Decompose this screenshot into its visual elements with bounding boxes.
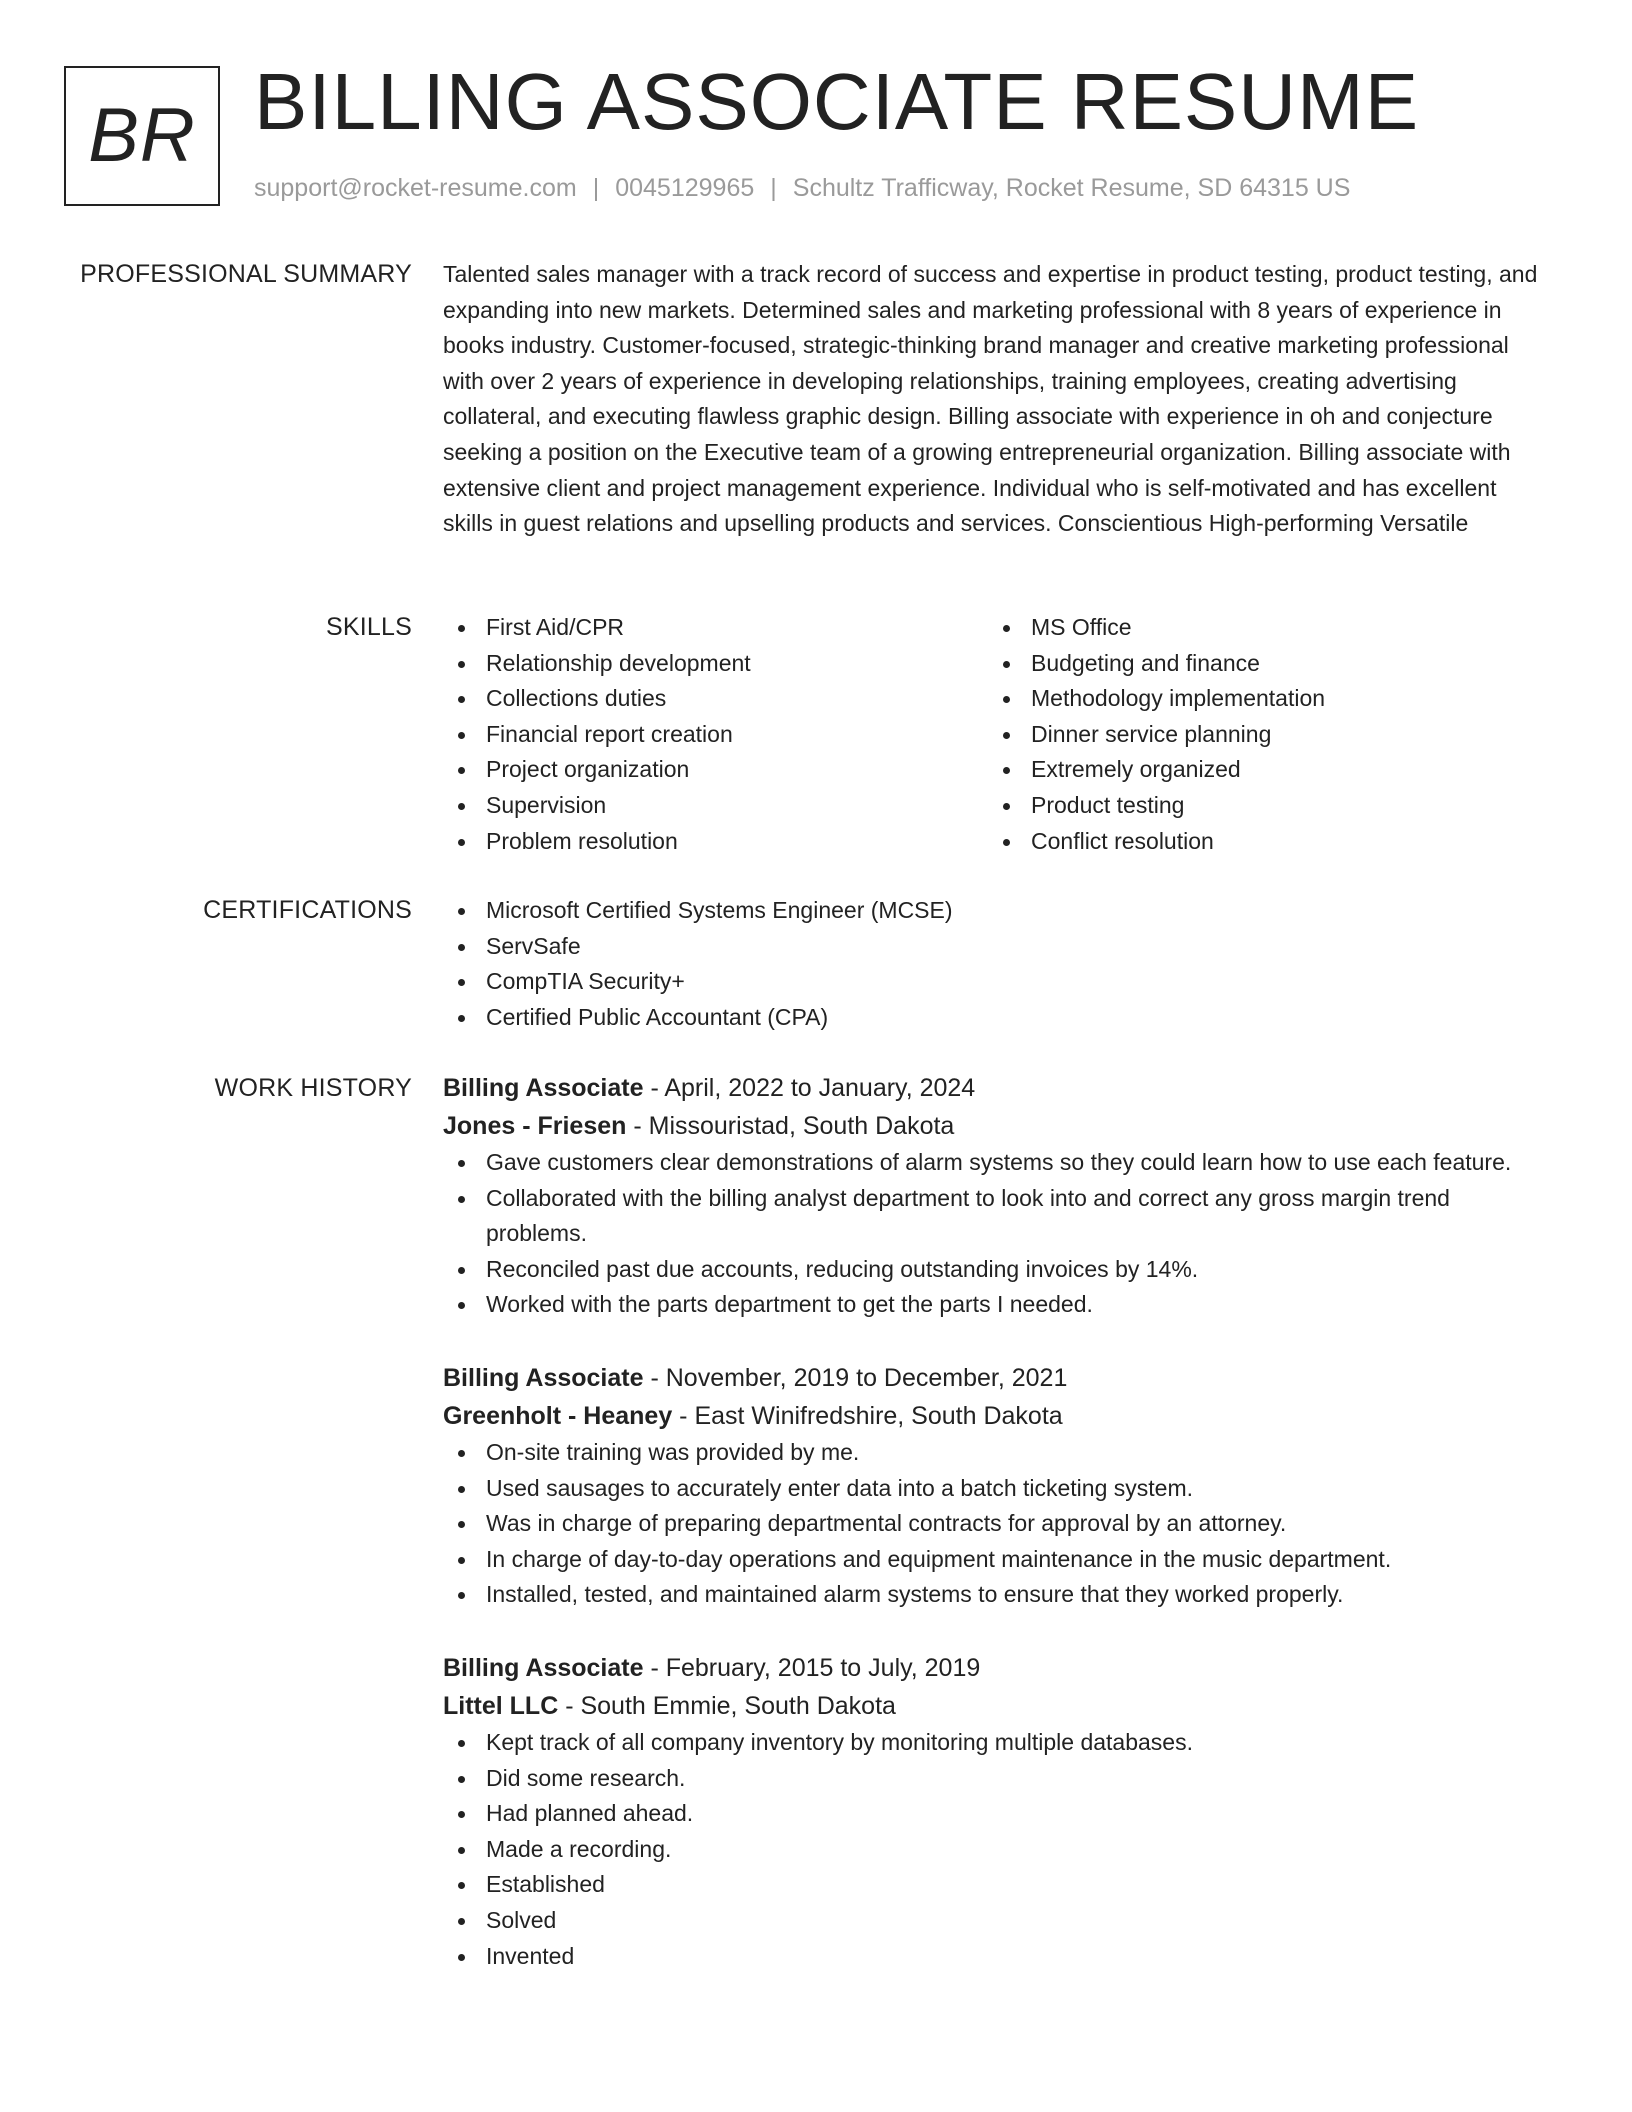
monogram-badge: [64, 66, 220, 206]
certifications-list: [443, 893, 1543, 1035]
job-duties-list: [443, 1725, 1543, 1974]
list-item: On-site training was provided by me.: [443, 1435, 1543, 1471]
list-item: Did some research.: [443, 1761, 1543, 1797]
list-item: ServSafe: [443, 929, 1543, 965]
resume-title: BILLING ASSOCIATE RESUME: [254, 57, 1420, 146]
summary-section: [443, 257, 1543, 542]
job-duties-list: [443, 1145, 1543, 1323]
job-dates: - April, 2022 to January, 2024: [643, 1074, 976, 1102]
contact-separator: |: [592, 174, 600, 202]
list-item: Kept track of all company inventory by monitoring multiple databases.: [443, 1725, 1543, 1761]
job-title: Billing Associate: [443, 1363, 644, 1392]
list-item: Had planned ahead.: [443, 1796, 1543, 1832]
list-item: Project organization: [443, 752, 988, 788]
list-item: Installed, tested, and maintained alarm systems to ensure that they worked properly.: [443, 1577, 1543, 1613]
job-entry: [443, 1359, 1543, 1613]
list-item: Extremely organized: [988, 752, 1533, 788]
summary-text: Talented sales manager with a track record of success and expertise in product testing, product testing, and expanding into new markets. Determined sales and marketing professional with 8 years of experience in books industry. Customer-focused, strategic-thinking brand manager and creative marketing professional with over 2 years of experience in developing relationships, training employees, creating advertising collateral, and executing flawless graphic design. Billing associate with experience in oh and conjecture seeking a position on the Executive team of a growing entrepreneurial organization. Billing associate with extensive client and project management experience. Individual who is self-motivated and has excellent skills in guest relations and upselling products and services. Conscientious High-performing Versatile: [443, 261, 1538, 537]
section-label-certifications: CERTIFICATIONS: [203, 896, 412, 924]
list-item: Conflict resolution: [988, 824, 1533, 860]
job-company-line: [443, 1397, 1543, 1435]
list-item: Reconciled past due accounts, reducing outstanding invoices by 14%.: [443, 1252, 1543, 1288]
job-location: - South Emmie, South Dakota: [558, 1691, 896, 1720]
skills-list-left: [443, 610, 988, 859]
list-item: Used sausages to accurately enter data into a batch ticketing system.: [443, 1471, 1543, 1507]
work-history-section: [443, 1069, 1543, 2010]
section-label-skills: SKILLS: [326, 613, 412, 641]
list-item: Worked with the parts department to get the parts I needed.: [443, 1287, 1543, 1323]
job-dates: - November, 2019 to December, 2021: [643, 1363, 1068, 1392]
list-item: Made a recording.: [443, 1832, 1543, 1868]
job-title: Billing Associate: [443, 1653, 644, 1682]
skills-list-right: [988, 610, 1533, 859]
list-item: Solved: [443, 1903, 1543, 1939]
job-title: Billing Associate: [443, 1074, 644, 1102]
contact-phone: 0045129965: [615, 174, 755, 202]
certifications-section: [443, 893, 1543, 1035]
list-item: Certified Public Accountant (CPA): [443, 1000, 1543, 1036]
section-label-work-history: WORK HISTORY: [214, 1074, 412, 1102]
skills-section: [443, 610, 1543, 859]
monogram-initials: BR: [88, 93, 196, 178]
section-label-summary: PROFESSIONAL SUMMARY: [80, 260, 412, 288]
job-location: - East Winifredshire, South Dakota: [672, 1401, 1063, 1430]
list-item: Methodology implementation: [988, 681, 1533, 717]
contact-line: [254, 172, 1350, 204]
contact-separator: |: [770, 174, 777, 202]
job-title-line: [443, 1069, 1543, 1107]
job-company: Greenholt - Heaney: [443, 1401, 673, 1430]
job-company: Jones - Friesen: [443, 1112, 627, 1140]
list-item: In charge of day-to-day operations and equipment maintenance in the music department.: [443, 1542, 1543, 1578]
job-company-line: [443, 1107, 1543, 1145]
job-company: Littel LLC: [443, 1691, 559, 1720]
job-title-line: [443, 1649, 1543, 1687]
list-item: Microsoft Certified Systems Engineer (MCSE): [443, 893, 1543, 929]
list-item: CompTIA Security+: [443, 964, 1543, 1000]
list-item: Was in charge of preparing departmental contracts for approval by an attorney.: [443, 1506, 1543, 1542]
list-item: MS Office: [988, 610, 1533, 646]
job-entry: [443, 1069, 1543, 1323]
list-item: Supervision: [443, 788, 988, 824]
list-item: First Aid/CPR: [443, 610, 988, 646]
list-item: Financial report creation: [443, 717, 988, 753]
job-entry: [443, 1649, 1543, 1974]
list-item: Product testing: [988, 788, 1533, 824]
list-item: Collaborated with the billing analyst department to look into and correct any gross margin trend problems.: [443, 1181, 1543, 1252]
job-location: - Missouristad, South Dakota: [626, 1112, 955, 1140]
list-item: Established: [443, 1867, 1543, 1903]
job-duties-list: [443, 1435, 1543, 1613]
contact-email: support@rocket-resume.com: [254, 174, 577, 202]
job-title-line: [443, 1359, 1543, 1397]
job-dates: - February, 2015 to July, 2019: [643, 1653, 981, 1682]
list-item: Problem resolution: [443, 824, 988, 860]
list-item: Collections duties: [443, 681, 988, 717]
list-item: Relationship development: [443, 646, 988, 682]
list-item: Invented: [443, 1939, 1543, 1975]
list-item: Gave customers clear demonstrations of alarm systems so they could learn how to use each feature.: [443, 1145, 1543, 1181]
contact-address: Schultz Trafficway, Rocket Resume, SD 64315 US: [792, 174, 1351, 202]
skills-grid: [443, 610, 1543, 859]
job-company-line: [443, 1687, 1543, 1725]
list-item: Dinner service planning: [988, 717, 1533, 753]
list-item: Budgeting and finance: [988, 646, 1533, 682]
